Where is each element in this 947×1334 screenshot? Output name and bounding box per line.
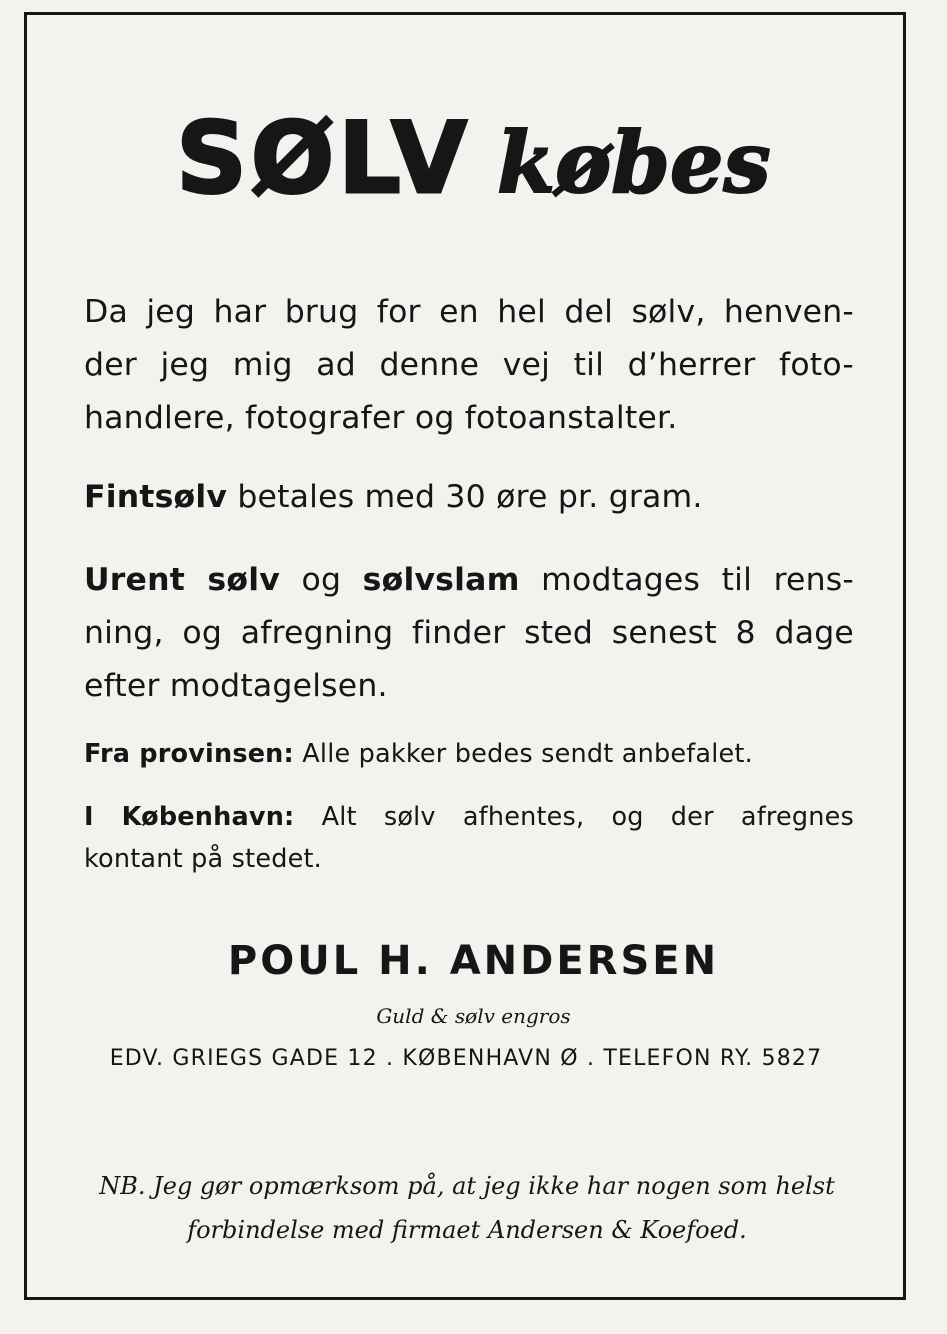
headline <box>0 102 947 216</box>
intro-line-3: handlere, fotografer og fotoanstalter. <box>84 400 678 436</box>
cleaning-line-2: ning, og afregning finder sted senest 8 dage <box>84 615 854 651</box>
company-name: POUL H. ANDERSEN <box>227 938 720 984</box>
headline-bold-word: SØLV <box>176 102 471 216</box>
price-label: Fintsølv <box>84 479 228 515</box>
copenhagen-line-1 <box>84 796 854 838</box>
intro-line-1: Da jeg har brug for en hel del sølv, henven- <box>84 294 854 330</box>
cleaning-line-3: efter modtagelsen. <box>84 668 388 704</box>
intro-paragraph <box>84 286 854 445</box>
province-label: Fra provinsen: <box>84 739 294 769</box>
cleaning-joiner: og <box>301 562 342 598</box>
nb-note <box>80 1164 854 1252</box>
company-address: EDV. GRIEGS GADE 12 . KØBENHAVN Ø . TELEFON RY. 5827 <box>109 1046 823 1071</box>
cleaning-paragraph <box>84 554 854 713</box>
price-paragraph <box>84 471 854 524</box>
company-tagline: Guld & sølv engros <box>376 1004 571 1028</box>
nb-note-line-2: forbindelse med firmaet Andersen & Koefoed. <box>187 1216 747 1244</box>
copenhagen-label: I København: <box>84 802 295 832</box>
copenhagen-line-2: kontant på stedet. <box>84 844 322 874</box>
intro-line-2: der jeg mig ad denne vej til d’herrer foto- <box>84 347 854 383</box>
cleaning-line-1-rest: modtages til rens- <box>541 562 854 598</box>
copenhagen-paragraph <box>84 796 854 880</box>
province-text: Alle pakker bedes sendt anbefalet. <box>302 739 753 769</box>
price-text: betales med 30 øre pr. gram. <box>237 479 703 515</box>
copenhagen-line-1-rest: Alt sølv afhentes, og der afregnes <box>321 802 855 832</box>
nb-note-line-1: NB. Jeg gør opmærksom på, at jeg ikke har nogen som helst <box>99 1172 835 1200</box>
cleaning-line-1 <box>84 554 854 607</box>
cleaning-label-2: sølvslam <box>362 562 520 598</box>
cleaning-label-1: Urent sølv <box>84 562 280 598</box>
headline-script-word: købes <box>496 113 771 212</box>
province-paragraph <box>84 733 854 775</box>
